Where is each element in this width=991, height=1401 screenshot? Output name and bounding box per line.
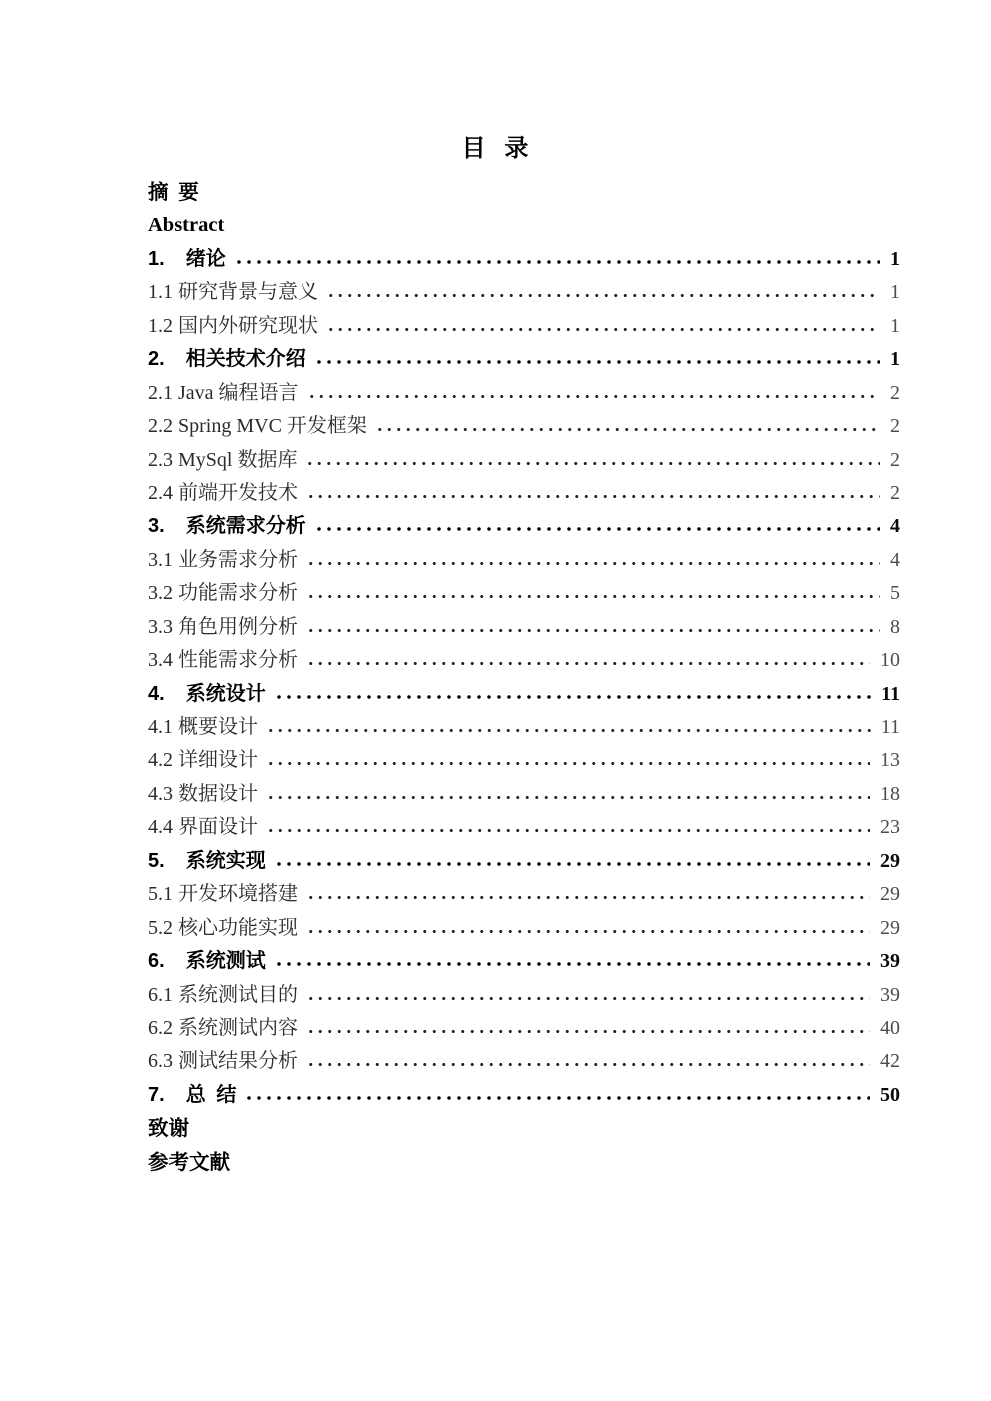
toc-entry-label: 2.3 MySql 数据库: [148, 448, 298, 471]
toc-entry-label: 6. 系统测试: [148, 950, 266, 973]
toc-dot-leader: [375, 427, 880, 432]
toc-entry-label: 摘 要: [148, 181, 199, 204]
toc-entry[interactable]: [148, 577, 900, 610]
toc-entry[interactable]: [148, 778, 900, 811]
toc-entry-label: 4.4 界面设计: [148, 816, 258, 839]
toc-dot-leader: [234, 259, 880, 265]
toc-dot-leader: [274, 861, 870, 867]
toc-entry-label: 4.1 概要设计: [148, 716, 258, 738]
toc-dot-leader: [306, 929, 870, 934]
toc-entry-label: 7. 总 结: [148, 1083, 237, 1106]
toc-entry[interactable]: [148, 878, 900, 911]
toc-entry[interactable]: [148, 678, 900, 711]
toc-page-number: 39: [880, 983, 900, 1006]
toc-entry[interactable]: [148, 310, 900, 343]
toc-page-number: 39: [880, 950, 900, 973]
toc-entry[interactable]: [148, 176, 900, 209]
toc-page-number: 2: [890, 481, 900, 504]
toc-dot-leader: [306, 561, 880, 566]
toc-dot-leader: [307, 394, 880, 399]
toc-page-number: 1: [890, 348, 900, 371]
toc-entry-label: 3.2 功能需求分析: [148, 582, 298, 605]
toc-page-number: 18: [880, 782, 900, 805]
toc-page-number: 8: [890, 615, 900, 638]
toc-dot-leader: [314, 359, 880, 365]
toc-entry[interactable]: [148, 510, 900, 543]
toc-page-number: 1: [890, 314, 900, 337]
toc-page-number: 13: [880, 749, 900, 772]
toc-entry[interactable]: [148, 611, 900, 644]
toc-entry[interactable]: [148, 477, 900, 510]
toc-entry-label: 致谢: [148, 1117, 189, 1141]
toc-dot-leader: [306, 661, 870, 666]
toc-page-number: 50: [880, 1083, 900, 1106]
toc-entry-label: Abstract: [148, 214, 225, 237]
toc-page-number: 29: [880, 916, 900, 939]
toc-entry[interactable]: [148, 544, 900, 577]
toc-dot-leader: [266, 728, 871, 733]
toc-entry[interactable]: [148, 377, 900, 410]
toc-dot-leader: [305, 461, 880, 466]
toc-page-number: 29: [880, 883, 900, 906]
toc-page-number: 23: [880, 816, 900, 839]
toc-entry[interactable]: [148, 1079, 900, 1112]
toc-entry-label: 1.2 国内外研究现状: [148, 314, 318, 337]
toc-page-number: 10: [880, 649, 900, 672]
toc-page-number: 5: [890, 582, 900, 605]
toc-dot-leader: [266, 795, 870, 800]
toc-entry[interactable]: [148, 711, 900, 744]
toc-entry-label: 6.2 系统测试内容: [148, 1016, 298, 1039]
toc-entry[interactable]: [148, 1045, 900, 1078]
page-title: 目 录: [461, 135, 530, 162]
toc-dot-leader: [306, 895, 870, 900]
toc-page-number: 11: [880, 716, 900, 738]
toc-dot-leader: [266, 761, 870, 766]
toc-entry-label: 4. 系统设计: [148, 682, 266, 705]
toc-page-number: 4: [890, 548, 900, 571]
toc-dot-leader: [326, 327, 880, 332]
toc-entry-label: 6.1 系统测试目的: [148, 983, 298, 1006]
toc-page-number: 40: [880, 1016, 900, 1039]
toc-page-number: 42: [880, 1050, 900, 1073]
toc-entry[interactable]: [148, 444, 900, 477]
toc-entry[interactable]: [148, 343, 900, 376]
toc-entry[interactable]: [148, 644, 900, 677]
toc-dot-leader: [274, 694, 871, 700]
toc-page-number: 29: [880, 849, 900, 872]
toc-entry-label: 1. 绪论: [148, 247, 226, 270]
toc-entry-label: 4.3 数据设计: [148, 782, 258, 805]
toc-entry[interactable]: [148, 744, 900, 777]
toc-entry[interactable]: [148, 979, 900, 1012]
toc-dot-leader: [244, 1095, 870, 1101]
toc-entry[interactable]: [148, 276, 900, 309]
toc-entry-label: 4.2 详细设计: [148, 749, 258, 772]
toc-page-number: 2: [890, 448, 900, 471]
toc-entry[interactable]: [148, 1012, 900, 1045]
toc-entry-label: 参考文献: [148, 1150, 230, 1174]
toc-dot-leader: [306, 594, 880, 599]
toc-entry[interactable]: [148, 811, 900, 844]
toc-entry-label: 5.1 开发环境搭建: [148, 883, 298, 906]
toc-page-number: 2: [890, 415, 900, 438]
toc-entry[interactable]: [148, 410, 900, 443]
toc-dot-leader: [266, 828, 870, 833]
toc-entry-label: 3. 系统需求分析: [148, 515, 306, 538]
toc-entry-label: 3.3 角色用例分析: [148, 615, 298, 638]
toc-dot-leader: [306, 628, 880, 633]
toc-entry-label: 2.2 Spring MVC 开发框架: [148, 415, 367, 438]
toc-entry-label: 3.1 业务需求分析: [148, 548, 298, 571]
toc-list: [148, 176, 900, 1179]
toc-dot-leader: [326, 293, 880, 298]
toc-entry-label: 1.1 研究背景与意义: [148, 281, 318, 304]
toc-entry[interactable]: [148, 243, 900, 276]
toc-entry[interactable]: [148, 912, 900, 945]
toc-dot-leader: [306, 494, 880, 499]
toc-dot-leader: [306, 1029, 870, 1034]
toc-entry-label: 5.2 核心功能实现: [148, 916, 298, 939]
toc-entry[interactable]: [148, 1146, 900, 1179]
toc-entry-label: 6.3 测试结果分析: [148, 1050, 298, 1073]
toc-entry-label: 2. 相关技术介绍: [148, 348, 306, 371]
toc-entry-label: 2.4 前端开发技术: [148, 481, 298, 504]
toc-page-number: 11: [881, 682, 900, 705]
toc-page-number: 1: [890, 247, 900, 270]
toc-entry-label: 2.1 Java 编程语言: [148, 381, 299, 404]
toc-page-number: 1: [890, 281, 900, 304]
toc-dot-leader: [306, 996, 870, 1001]
toc-dot-leader: [274, 961, 870, 967]
toc-dot-leader: [306, 1062, 870, 1067]
toc-page-number: 2: [890, 381, 900, 404]
toc-entry-label: 5. 系统实现: [148, 849, 266, 872]
toc-dot-leader: [314, 526, 880, 532]
toc-entry[interactable]: [148, 1112, 900, 1145]
toc-entry[interactable]: [148, 209, 900, 242]
toc-page-number: 4: [890, 515, 900, 538]
toc-entry[interactable]: [148, 845, 900, 878]
toc-entry-label: 3.4 性能需求分析: [148, 649, 298, 672]
toc-entry[interactable]: [148, 945, 900, 978]
